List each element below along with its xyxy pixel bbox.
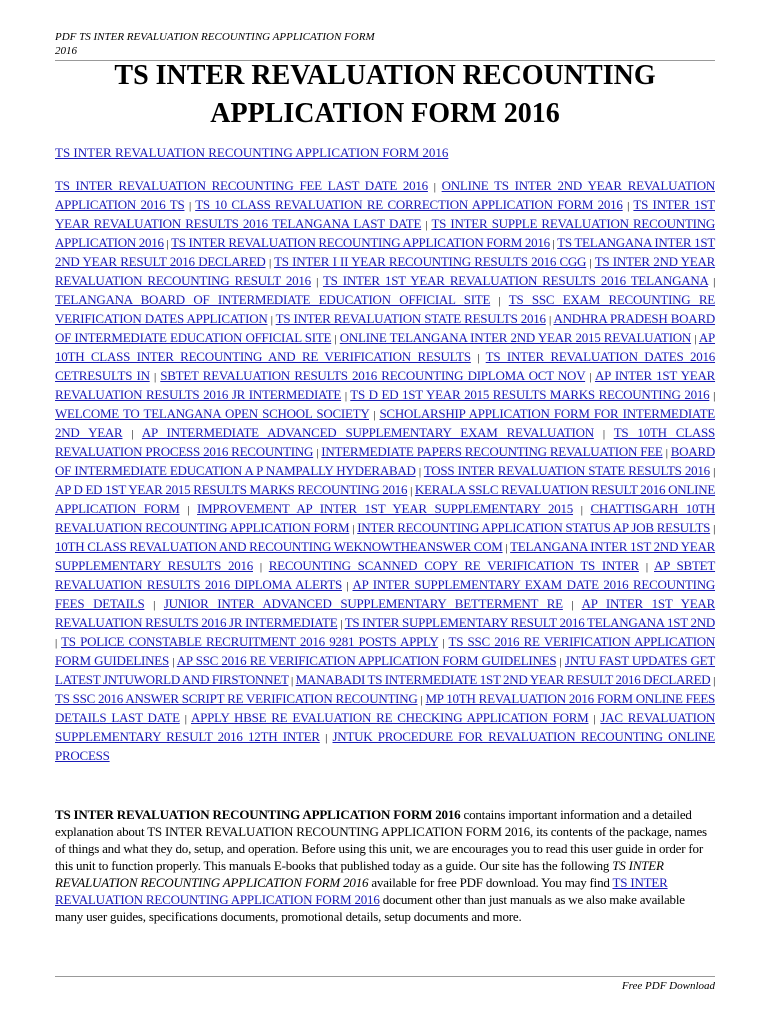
related-link[interactable]: TS INTER SUPPLE REVALUATION RECOUNTING APPLICATION 2016 bbox=[55, 216, 715, 250]
link-separator: | bbox=[713, 675, 716, 687]
related-link[interactable]: AP SBTET REVALUATION RESULTS 2016 DIPLOMA ALERTS bbox=[55, 558, 716, 592]
link-separator: | bbox=[172, 656, 175, 668]
description-text: available for free PDF download. You may find bbox=[368, 875, 613, 890]
link-separator: | bbox=[268, 257, 271, 269]
link-separator: | bbox=[571, 599, 574, 611]
related-link[interactable]: ONLINE TELANGANA INTER 2ND YEAR 2015 REVALUATION bbox=[339, 330, 692, 345]
related-link[interactable]: TS 10 CLASS REVALUATION RE CORRECTION APPLICATION FORM 2016 bbox=[195, 197, 623, 212]
link-separator: | bbox=[316, 447, 319, 459]
link-separator: | bbox=[580, 504, 583, 516]
related-link[interactable]: TS INTER I II YEAR RECOUNTING RESULTS 2016 CGG bbox=[274, 254, 587, 269]
section-title-link[interactable]: TS INTER REVALUATION RECOUNTING APPLICATION FORM 2016 bbox=[55, 145, 449, 160]
related-link[interactable]: TS INTER 1ST YEAR REVALUATION RESULTS 2016 TELANGANA bbox=[322, 273, 708, 288]
link-separator: | bbox=[589, 257, 592, 269]
related-link[interactable]: TS INTER 1ST YEAR REVALUATION RESULTS 2016 TELANGANA LAST DATE bbox=[55, 197, 715, 231]
related-link[interactable]: TS POLICE CONSTABLE RECRUITMENT 2016 9281 POSTS APPLY bbox=[61, 634, 439, 649]
footer-divider bbox=[55, 976, 715, 977]
related-link[interactable]: JUNIOR INTER ADVANCED SUPPLEMENTARY BETTERMENT RE bbox=[163, 596, 563, 611]
link-separator: | bbox=[602, 428, 605, 440]
related-link[interactable]: AP INTER SUPPLEMENTARY EXAM DATE 2016 RECOUNTING FEES DETAILS bbox=[55, 577, 716, 611]
link-separator: | bbox=[627, 200, 630, 212]
related-link[interactable]: CHATTISGARH 10TH REVALUATION RECOUNTING APPLICATION FORM bbox=[55, 501, 716, 535]
related-link[interactable]: TELANGANA BOARD OF INTERMEDIATE EDUCATION OFFICIAL SITE bbox=[55, 292, 491, 307]
link-separator: | bbox=[188, 200, 191, 212]
related-link[interactable]: TS D ED 1ST YEAR 2015 RESULTS MARKS RECOUNTING 2016 bbox=[350, 387, 710, 402]
description-bold-title: TS INTER REVALUATION RECOUNTING APPLICATION FORM 2016 bbox=[55, 807, 461, 822]
link-separator: | bbox=[665, 447, 668, 459]
link-separator: | bbox=[418, 466, 421, 478]
link-separator: | bbox=[55, 637, 57, 649]
related-link[interactable]: WELCOME TO TELANGANA OPEN SCHOOL SOCIETY bbox=[55, 406, 370, 421]
related-link[interactable]: TS SSC 2016 ANSWER SCRIPT RE VERIFICATION RECOUNTING bbox=[55, 691, 418, 706]
link-separator: | bbox=[549, 314, 551, 326]
running-header: PDF TS INTER REVALUATION RECOUNTING APPLICATION FORM 2016 bbox=[55, 31, 375, 57]
link-separator: | bbox=[410, 485, 413, 497]
related-link[interactable]: MANABADI TS INTERMEDIATE 1ST 2ND YEAR RESULT 2016 DECLARED bbox=[295, 672, 711, 687]
related-link[interactable]: AP INTER 1ST YEAR REVALUATION RESULTS 2016 JR INTERMEDIATE bbox=[55, 596, 715, 630]
related-link[interactable]: TS INTER 2ND YEAR REVALUATION RECOUNTING RESULT 2016 bbox=[55, 254, 716, 288]
link-separator: | bbox=[498, 295, 501, 307]
related-link[interactable]: APPLY HBSE RE EVALUATION RE CHECKING APPLICATION FORM bbox=[190, 710, 589, 725]
link-separator: | bbox=[477, 352, 480, 364]
link-separator: | bbox=[433, 181, 436, 193]
related-link[interactable]: TS INTER REVALUATION RECOUNTING APPLICATION FORM 2016 bbox=[171, 235, 550, 250]
link-separator: | bbox=[694, 333, 697, 345]
related-link[interactable]: TOSS INTER REVALUATION STATE RESULTS 2016 bbox=[423, 463, 710, 478]
description-paragraph bbox=[55, 806, 715, 925]
description-text: document other than just manuals as we also make available many user guides, specifications documents, promotional details, setup documents and more. bbox=[55, 892, 685, 924]
link-separator: | bbox=[131, 428, 134, 440]
link-separator: | bbox=[589, 371, 592, 383]
related-link[interactable]: AP SSC 2016 RE VERIFICATION APPLICATION FORM GUIDELINES bbox=[176, 653, 557, 668]
related-link[interactable]: TELANGANA INTER 1ST 2ND YEAR SUPPLEMENTARY RESULTS 2016 bbox=[55, 539, 716, 573]
link-separator: | bbox=[552, 238, 555, 250]
related-link[interactable]: ONLINE TS INTER 2ND YEAR REVALUATION APPLICATION 2016 TS bbox=[55, 178, 715, 212]
related-link[interactable]: RECOUNTING SCANNED COPY RE VERIFICATION TS INTER bbox=[268, 558, 639, 573]
description-link[interactable]: TS INTER REVALUATION RECOUNTING APPLICATION FORM 2016 bbox=[55, 875, 668, 907]
link-separator: | bbox=[352, 523, 355, 535]
related-link[interactable]: BOARD OF INTERMEDIATE EDUCATION A P NAMPALLY HYDERABAD bbox=[55, 444, 716, 478]
link-separator: | bbox=[316, 276, 319, 288]
related-link[interactable]: JNTU FAST UPDATES GET LATEST JNTUWORLD AND FIRSTONNET bbox=[55, 653, 716, 687]
link-separator: | bbox=[340, 618, 343, 630]
link-separator: | bbox=[153, 599, 156, 611]
document-title: TS INTER REVALUATION RECOUNTING APPLICATION FORM 2016 bbox=[114, 60, 656, 129]
related-link[interactable]: MP 10TH REVALUATION 2016 FORM ONLINE FEES DETAILS LAST DATE bbox=[55, 691, 716, 725]
link-separator: | bbox=[713, 466, 716, 478]
link-separator: | bbox=[559, 656, 562, 668]
link-separator: | bbox=[713, 523, 716, 535]
link-separator: | bbox=[291, 675, 293, 687]
related-link[interactable]: TS INTER SUPPLEMENTARY RESULT 2016 TELANGANA 1ST 2ND bbox=[344, 615, 716, 630]
link-separator: | bbox=[713, 276, 716, 288]
link-separator: | bbox=[346, 580, 349, 592]
related-link[interactable]: JAC REVALUATION SUPPLEMENTARY RESULT 2016 12TH INTER bbox=[55, 710, 716, 744]
related-link[interactable]: AP 10TH CLASS INTER RECOUNTING AND RE VERIFICATION RESULTS bbox=[55, 330, 716, 364]
related-link[interactable]: IMPROVEMENT AP INTER 1ST YEAR SUPPLEMENTARY 2015 bbox=[197, 501, 574, 516]
related-link[interactable]: TS SSC EXAM RECOUNTING RE VERIFICATION DATES APPLICATION bbox=[55, 292, 716, 326]
related-link[interactable]: AP INTER 1ST YEAR REVALUATION RESULTS 2016 JR INTERMEDIATE bbox=[55, 368, 716, 402]
link-separator: | bbox=[154, 371, 156, 383]
related-link[interactable]: TS INTER REVALUATION STATE RESULTS 2016 bbox=[275, 311, 546, 326]
related-link[interactable]: TS 10TH CLASS REVALUATION PROCESS 2016 RECOUNTING bbox=[55, 425, 715, 459]
link-separator: | bbox=[713, 390, 716, 402]
related-link[interactable]: AP D ED 1ST YEAR 2015 RESULTS MARKS RECOUNTING 2016 bbox=[55, 482, 408, 497]
related-link[interactable]: INTERMEDIATE PAPERS RECOUNTING REVALUATION FEE bbox=[321, 444, 663, 459]
description-text: contains important information and a detailed explanation about TS INTER REVALUATION RECOUNTING APPLICATION FORM 2016, its contents of the package, names of things and what they do, setup, and operation. Before using this unit, we are encourages you to read this user guide in order for this unit to function properly. This manuals E-books that published today as a guide. Our site has the following bbox=[55, 807, 707, 873]
link-separator: | bbox=[259, 561, 262, 573]
related-link[interactable]: TS SSC 2016 RE VERIFICATION APPLICATION FORM GUIDELINES bbox=[55, 634, 716, 668]
link-separator: | bbox=[187, 504, 190, 516]
related-links-list bbox=[55, 177, 715, 764]
footer-label: Free PDF Download bbox=[621, 980, 715, 992]
link-separator: | bbox=[442, 637, 445, 649]
related-link[interactable]: ANDHRA PRADESH BOARD OF INTERMEDIATE EDUCATION OFFICIAL SITE bbox=[55, 311, 716, 345]
description-italic-title: TS INTER REVALUATION RECOUNTING APPLICATION FORM 2016 bbox=[55, 858, 664, 890]
related-link[interactable]: 10TH CLASS REVALUATION AND RECOUNTING WEKNOWTHEANSWER COM bbox=[55, 539, 503, 554]
related-link[interactable]: JNTUK PROCEDURE FOR REVALUATION RECOUNTING ONLINE PROCESS bbox=[55, 729, 715, 763]
related-link[interactable]: AP INTERMEDIATE ADVANCED SUPPLEMENTARY EXAM REVALUATION bbox=[141, 425, 594, 440]
link-separator: | bbox=[420, 694, 423, 706]
link-separator: | bbox=[593, 713, 596, 725]
related-link[interactable]: SCHOLARSHIP APPLICATION FORM FOR INTERMEDIATE 2ND YEAR bbox=[55, 406, 715, 440]
link-separator: | bbox=[166, 238, 169, 250]
link-separator: | bbox=[270, 314, 273, 326]
related-link[interactable]: SBTET REVALUATION RESULTS 2016 RECOUNTING DIPLOMA OCT NOV bbox=[160, 368, 586, 383]
link-separator: | bbox=[184, 713, 187, 725]
link-separator: | bbox=[325, 732, 328, 744]
link-separator: | bbox=[425, 219, 428, 231]
link-separator: | bbox=[505, 542, 508, 554]
link-separator: | bbox=[645, 561, 648, 573]
related-link[interactable]: TS INTER REVALUATION RECOUNTING FEE LAST DATE 2016 bbox=[55, 178, 428, 193]
related-link[interactable]: INTER RECOUNTING APPLICATION STATUS AP JOB RESULTS bbox=[357, 520, 711, 535]
related-link[interactable]: TS TELANGANA INTER 1ST 2ND YEAR RESULT 2016 DECLARED bbox=[55, 235, 716, 269]
related-link[interactable]: TS INTER REVALUATION DATES 2016 CETRESULTS IN bbox=[55, 349, 716, 383]
link-separator: | bbox=[344, 390, 347, 402]
related-link[interactable]: KERALA SSLC REVALUATION RESULT 2016 ONLINE APPLICATION FORM bbox=[55, 482, 716, 516]
link-separator: | bbox=[334, 333, 337, 345]
link-separator: | bbox=[373, 409, 376, 421]
